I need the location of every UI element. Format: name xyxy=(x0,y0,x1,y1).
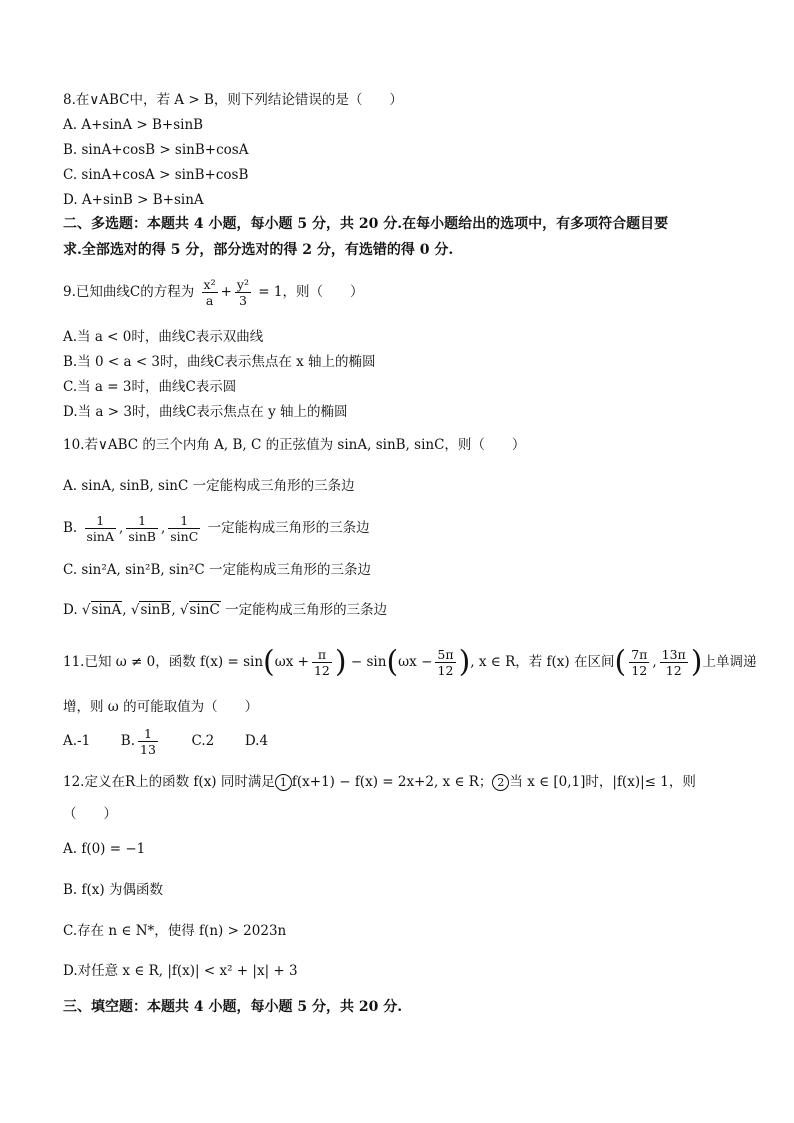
q11-optb-num: 1 xyxy=(138,726,158,742)
q10-optb-label: B. xyxy=(63,520,78,536)
q11-int-num1: 7π xyxy=(631,647,648,662)
q10-optb-den-b: sinB xyxy=(128,529,156,544)
q9-stem: 9.已知曲线C的方程为 $\frac{\text{x²}}{a}$ + $\frac{\text{y²}}{3}$ = 1，则（ ） xyxy=(63,277,364,308)
q8-option-a: A. A+sinA > B+sinB xyxy=(63,117,204,133)
q11-frac2 xyxy=(435,647,455,678)
q10-option-c: C. sin²A, sin²B, sin²C 一定能构成三角形的三条边 xyxy=(63,562,371,578)
q9-stem-suffix: = 1，则（ ） xyxy=(258,284,364,300)
section3-heading: 三、填空题：本题共 4 小题，每小题 5 分，共 20 分. xyxy=(63,999,403,1015)
q8-option-d: D. A+sinB > B+sinA xyxy=(63,192,204,208)
q10-option-a: A. sinA, sinB, sinC 一定能构成三角形的三条边 xyxy=(63,478,355,494)
q10-optb-frac-b xyxy=(126,513,158,544)
q12-part1: 12.定义在R上的函数 f(x) 同时满足 xyxy=(63,774,275,790)
q12-cond1: f(x+1) − f(x) = 2x+2, x ∈ R； xyxy=(291,774,493,790)
q10-optd-label: D. xyxy=(63,602,78,618)
q11-interval-left xyxy=(629,647,649,678)
q10-optd-root-b: sinB xyxy=(140,602,171,618)
section2-heading-line2: 求.全部选对的得 5 分，部分选对的得 2 分，有选错的得 0 分. xyxy=(63,242,454,258)
q11-part1: 11.已知 ω ≠ 0，函数 f(x) = sin xyxy=(63,654,264,670)
q11-line2: 增，则 ω 的可能取值为（ ） xyxy=(63,699,259,715)
q10-optd-root-c: sinC xyxy=(189,602,220,618)
q10-optd-text: 一定能构成三角形的三条边 xyxy=(225,602,388,618)
q11-options xyxy=(63,722,268,760)
q11-minus: − sin xyxy=(350,654,387,670)
q9-fraction-y xyxy=(235,277,251,308)
q9-option-b: B.当 0 < a < 3时，曲线C表示焦点在 x 轴上的椭圆 xyxy=(63,354,376,370)
q11-option-b-label: B. xyxy=(120,733,136,749)
q11-frac2-den: 12 xyxy=(437,663,454,678)
q10-option-b: B. $\frac{1}{\sin A}$ , $\frac{1}{\sin B}$ , $\frac{1}{\sin C}$ 一定能构成三角形的三条边 xyxy=(63,513,370,544)
q8-option-b: B. sinA+cosB > sinB+cosA xyxy=(63,142,249,158)
q9-frac2-num: y² xyxy=(236,277,249,292)
q10-optb-frac-c xyxy=(168,513,200,544)
q11-int-den1: 12 xyxy=(631,663,648,678)
q11-inner1: ωx + xyxy=(274,654,309,670)
q11-frac1-num: π xyxy=(312,647,332,663)
q10-optb-frac-a xyxy=(85,513,117,544)
q11-frac1-den: 12 xyxy=(313,663,330,678)
q12-option-d: D.对任意 x ∈ R, |f(x)| < x² + |x| + 3 xyxy=(63,963,298,979)
q11-optb-den: 13 xyxy=(140,742,156,757)
q10-optb-num: 1 xyxy=(126,513,158,529)
q11-inner2: ωx − xyxy=(398,654,433,670)
section2-heading-line1: 二、多选题：本题共 4 小题，每小题 5 分，共 20 分.在每小题给出的选项中，有多项符合题目要 xyxy=(63,216,669,232)
q9-option-a: A.当 a < 0时，曲线C表示双曲线 xyxy=(63,329,264,345)
q12-paren: （ ） xyxy=(63,806,117,822)
q11-interval-right xyxy=(660,647,688,678)
q10-option-d: D. √sinA, √sinB, √sinC 一定能构成三角形的三条边 xyxy=(63,602,388,618)
q9-frac1-den: a xyxy=(205,293,214,308)
q12-cond2: 当 x ∈ [0,1]时，|f(x)|≤ 1，则 xyxy=(509,774,696,790)
q12-stem xyxy=(63,772,696,792)
q11-part2: , x ∈ R，若 f(x) 在区间 xyxy=(470,654,615,670)
q12-circle-1: 1 xyxy=(275,774,292,791)
q10-optd-root-a: sinA xyxy=(91,602,122,618)
q12-circle-2: 2 xyxy=(492,774,509,791)
q10-optb-num: 1 xyxy=(85,513,117,529)
q10-optb-den-a: sinA xyxy=(86,529,115,544)
q11-stem: 11.已知 ω ≠ 0，函数 f(x) = sin(ωx + $\frac{\pi}{12}$ ) − sin(ωx − $\frac{5\pi}{12}$ ), x ∈ R，若 f(x) 在区间( $\frac{7\pi}{12}$ , $\frac{13\pi}{12}$ )上单调递 xyxy=(63,644,757,680)
q11-option-b-frac xyxy=(138,726,158,757)
q12-option-c: C.存在 n ∈ N*，使得 f(n) > 2023n xyxy=(63,923,287,939)
q11-int-num2: 13π xyxy=(661,647,686,662)
q8-stem: 8.在∨ABC中，若 A > B，则下列结论错误的是（ ） xyxy=(63,92,403,108)
q10-optb-num: 1 xyxy=(168,513,200,529)
q10-optb-den-c: sinC xyxy=(170,529,199,544)
q11-option-a: A.-1 xyxy=(63,733,91,749)
q12-option-a: A. f(0) = −1 xyxy=(63,841,146,857)
q11-frac2-num: 5π xyxy=(437,647,454,662)
q9-frac2-den: 3 xyxy=(238,293,247,308)
q12-option-b: B. f(x) 为偶函数 xyxy=(63,882,163,898)
q9-stem-prefix: 9.已知曲线C的方程为 xyxy=(63,284,195,300)
q11-option-c: C.2 xyxy=(191,733,215,749)
q9-frac1-num: x² xyxy=(203,277,216,292)
q9-option-d: D.当 a > 3时，曲线C表示焦点在 y 轴上的椭圆 xyxy=(63,404,348,420)
q9-option-c: C.当 a = 3时，曲线C表示圆 xyxy=(63,379,237,395)
q11-option-d: D.4 xyxy=(244,733,269,749)
q9-fraction-x xyxy=(202,277,218,308)
q8-option-c: C. sinA+cosA > sinB+cosB xyxy=(63,167,249,183)
q11-frac1 xyxy=(312,647,332,678)
q10-optb-text: 一定能构成三角形的三条边 xyxy=(207,520,370,536)
q11-int-den2: 12 xyxy=(665,663,682,678)
q11-part3: 上单调递 xyxy=(702,654,757,670)
q10-stem: 10.若∨ABC 的三个内角 A, B, C 的正弦值为 sinA, sinB, sinC，则（ ） xyxy=(63,437,526,453)
